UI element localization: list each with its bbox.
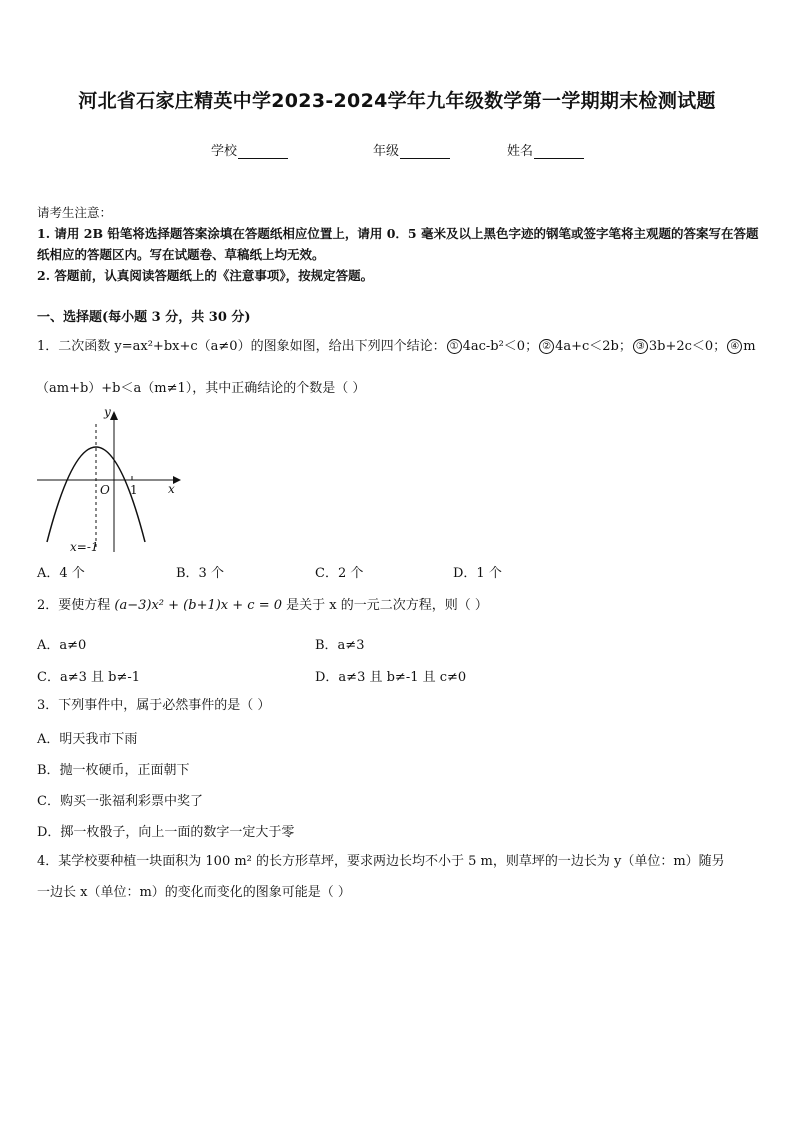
x-axis-label: x	[168, 482, 175, 496]
q1-conclusion-3: 3b+2c＜0；	[648, 339, 727, 354]
question-2	[37, 596, 488, 616]
y-axis-arrow-icon	[110, 411, 118, 420]
question-1-line-1	[37, 337, 767, 357]
q3-option-a[interactable]: A．明天我市下雨	[37, 732, 138, 747]
marker-4-icon: ④	[727, 339, 742, 354]
q1-conclusion-4: m	[743, 339, 756, 354]
marker-2-icon: ②	[539, 339, 554, 354]
y-axis-label: y	[104, 405, 111, 419]
q1-option-b[interactable]: B．3 个	[176, 566, 224, 581]
school-field[interactable]	[211, 140, 288, 159]
question-3: 3．下列事件中，属于必然事件的是（ ）	[37, 698, 271, 713]
q2-stem-start: 2．要使方程	[37, 598, 111, 613]
q2-option-a[interactable]: A．a≠0	[37, 638, 87, 653]
notice-item-1: 1. 请用 2B 铅笔将选择题答案涂填在答题纸相应位置上，请用 0．5 毫米及以上黑色字迹的钢笔或签字笔将主观题的答案写在答题纸相应的答题区内。写在试题卷、草稿纸上均无效。	[37, 226, 759, 262]
section-heading: 一、选择题(每小题 3 分，共 30 分)	[37, 310, 251, 325]
school-label: 学校	[211, 144, 238, 159]
q1-option-d[interactable]: D．1 个	[453, 566, 502, 581]
q2-option-b[interactable]: B．a≠3	[315, 638, 365, 653]
q3-option-c[interactable]: C．购买一张福利彩票中奖了	[37, 794, 203, 809]
symmetry-axis-label: x=-1	[70, 540, 99, 554]
q1-stem: 1．二次函数 y=ax²+bx+c（a≠0）的图象如图，给出下列四个结论：	[37, 339, 446, 354]
exam-notice	[37, 202, 762, 286]
q2-stem-end: 是关于 x 的一元二次方程，则（ ）	[286, 598, 488, 613]
q2-option-c[interactable]: C．a≠3 且 b≠-1	[37, 670, 141, 685]
q1-option-a[interactable]: A．4 个	[37, 566, 85, 581]
tick-label-1: 1	[130, 483, 138, 497]
origin-label: O	[100, 483, 110, 497]
question-4-line-2: 一边长 x（单位：m）的变化而变化的图象可能是（ ）	[37, 885, 351, 900]
q3-option-d[interactable]: D．掷一枚骰子，向上一面的数字一定大于零	[37, 825, 295, 840]
school-blank[interactable]	[238, 144, 288, 159]
q1-conclusion-1: 4ac-b²＜0；	[462, 339, 539, 354]
name-blank[interactable]	[534, 144, 584, 159]
marker-1-icon: ①	[447, 339, 462, 354]
grade-blank[interactable]	[400, 144, 450, 159]
question-1-line-2: （am+b）+b＜a（m≠1），其中正确结论的个数是（ ）	[36, 381, 366, 396]
q2-equation: (a−3)x² + (b+1)x + c = 0	[114, 598, 283, 613]
page-title: 河北省石家庄精英中学2023-2024学年九年级数学第一学期期末检测试题	[78, 90, 716, 112]
notice-item-2: 2. 答题前，认真阅读答题纸上的《注意事项》，按规定答题。	[37, 268, 374, 283]
question-4-line-1: 4．某学校要种植一块面积为 100 m² 的长方形草坪，要求两边长均不小于 5 m，则草坪的一边长为 y（单位：m）随另	[37, 854, 725, 869]
notice-heading: 请考生注意：	[37, 205, 113, 220]
marker-3-icon: ③	[633, 339, 648, 354]
q3-option-b[interactable]: B．抛一枚硬币，正面朝下	[37, 763, 190, 778]
q1-conclusion-2: 4a+c＜2b；	[555, 339, 632, 354]
q1-option-c[interactable]: C．2 个	[315, 566, 364, 581]
grade-label: 年级	[373, 144, 400, 159]
name-field[interactable]	[507, 140, 584, 159]
q2-option-d[interactable]: D．a≠3 且 b≠-1 且 c≠0	[315, 670, 467, 685]
parabola-graph	[33, 402, 183, 557]
name-label: 姓名	[507, 144, 534, 159]
grade-field[interactable]	[373, 140, 450, 159]
